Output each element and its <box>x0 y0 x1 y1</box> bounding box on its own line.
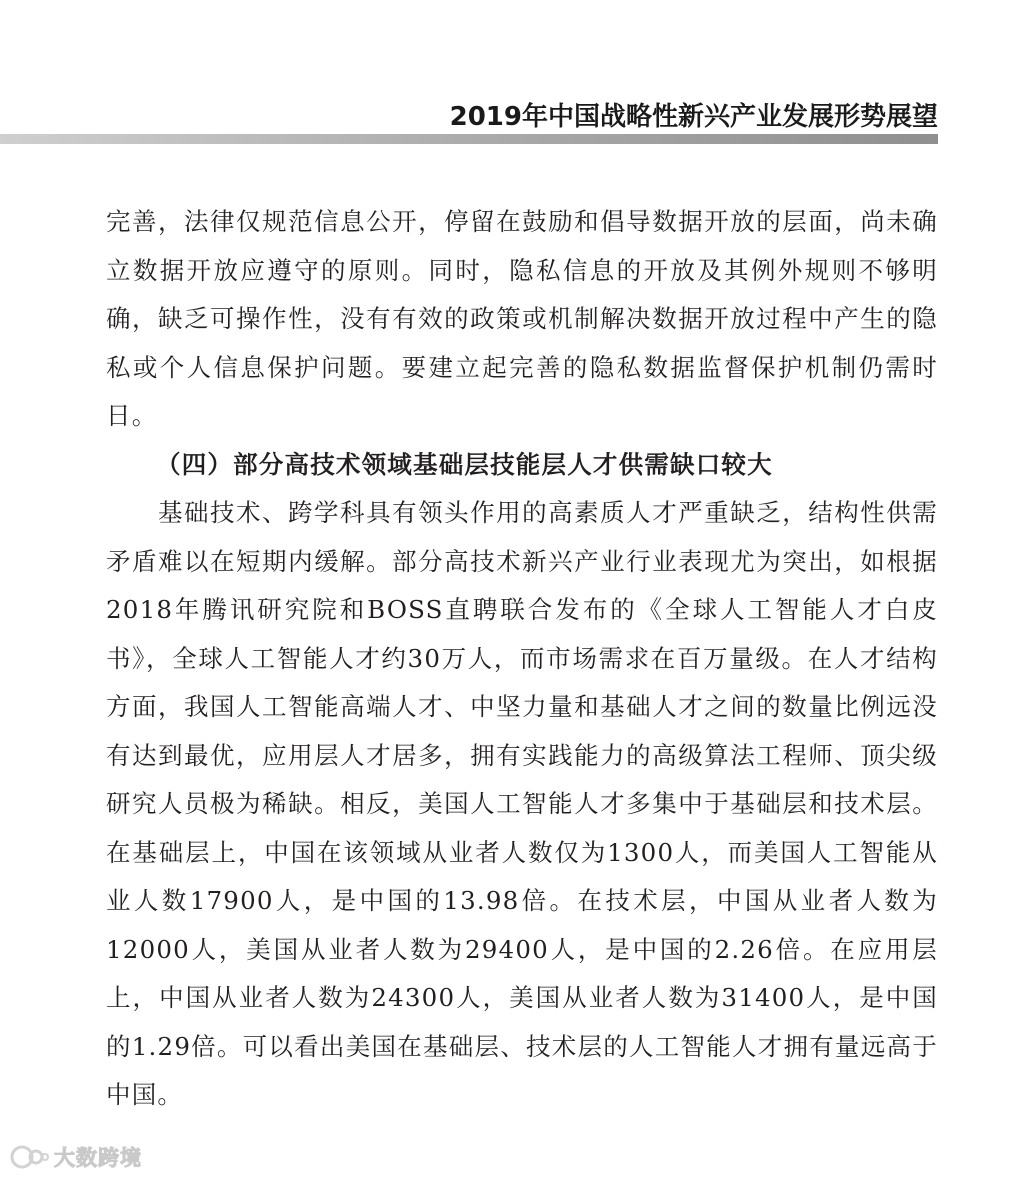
paragraph-continued: 完善，法律仅规范信息公开，停留在鼓励和倡导数据开放的层面，尚未确立数据开放应遵守的原则。同时，隐私信息的开放及其例外规则不够明确，缺乏可操作性，没有有效的政策或机制解决数据开放过程中产生的隐私或个人信息保护问题。要建立起完善的隐私数据监督保护机制仍需时日。 <box>106 207 938 430</box>
watermark <box>8 1138 142 1176</box>
document-body <box>106 198 938 1120</box>
paragraph-main: 基础技术、跨学科具有领头作用的高素质人才严重缺乏，结构性供需矛盾难以在短期内缓解。部分高技术新兴产业行业表现尤为突出，如根据2018年腾讯研究院和BOSS直聘联合发布的《全球人工智能人才白皮书》，全球人工智能人才约30万人，而市场需求在百万量级。在人才结构方面，我国人工智能高端人才、中坚力量和基础人才之间的数量比例远没有达到最优，应用层人才居多，拥有实践能力的高级算法工程师、顶尖级研究人员极为稀缺。相反，美国人工智能人才多集中于基础层和技术层。在基础层上，中国在该领域从业者人数仅为1300人，而美国人工智能从业人数17900人，是中国的13.98倍。在技术层，中国从业者人数为12000人，美国从业者人数为29400人，是中国的2.26倍。在应用层上，中国从业者人数为24300人，美国从业者人数为31400人，是中国的1.29倍。可以看出美国在基础层、技术层的人工智能人才拥有量远高于中国。 <box>106 498 938 1109</box>
section-heading: （四）部分高技术领域基础层技能层人才供需缺口较大 <box>156 449 773 479</box>
page-header-title: 2019年中国战略性新兴产业发展形势展望 <box>449 102 938 132</box>
header-divider <box>0 134 938 144</box>
watermark-text: 大数跨境 <box>54 1146 142 1170</box>
watermark-logo-icon <box>8 1138 50 1176</box>
